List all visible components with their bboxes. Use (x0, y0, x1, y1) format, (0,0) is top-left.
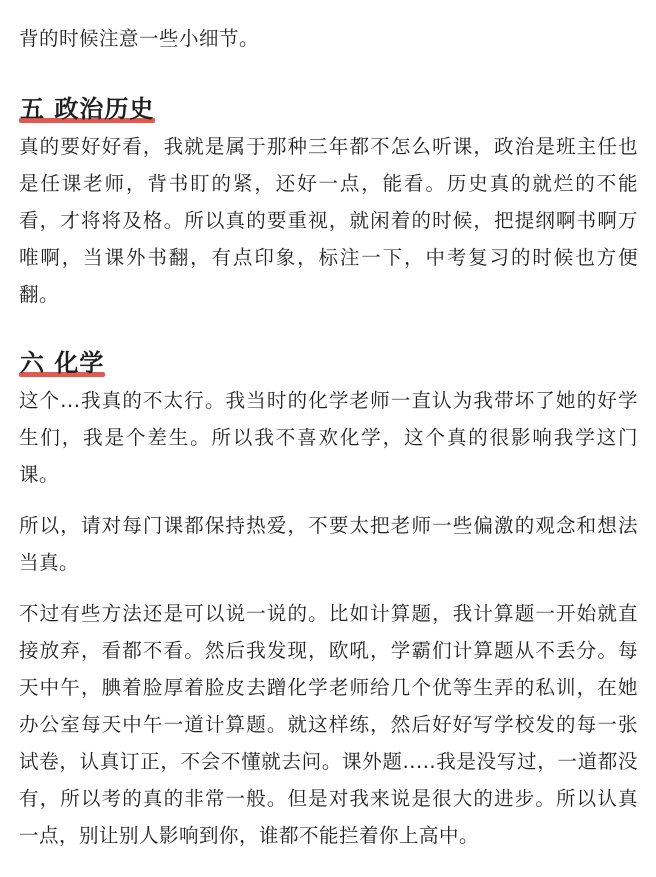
section-6-paragraph-3: 不过有些方法还是可以说一说的。比如计算题，我计算题一开始就直接放弃，看都不看。然后我发现，欧吼，学霸们计算题从不丢分。每天中午，腆着脸厚着脸皮去蹭化学老师给几个优等生弄的私训，在她办公室每天中午一道计算题。就这样练，然后好好写学校发的每一张试卷，认真订正，不会不懂就去问。课外题.....我是没写过，一道都没有，所以考的真的非常一般。但是对我来说是很大的进步。所以认真一点，别让别人影响到你，谁都不能拦着你上高中。 (19, 602, 638, 847)
section-5-header (19, 92, 638, 126)
section-6-paragraph-2: 所以，请对每门课都保持热爱，不要太把老师一些偏激的观念和想法当真。 (19, 514, 638, 574)
section-6-paragraph-1: 这个...我真的不太行。我当时的化学老师一直认为我带坏了她的好学生们，我是个差生。所以我不喜欢化学，这个真的很影响我学这门课。 (19, 389, 638, 486)
section-6-heading (19, 346, 105, 380)
section-5-heading-text: 五 政治历史 (20, 95, 155, 123)
section-6-header (19, 346, 638, 380)
section-6-heading-text: 六 化学 (20, 349, 105, 377)
section-5-paragraph: 真的要好好看，我就是属于那种三年都不怎么听课，政治是班主任也是任课老师，背书盯的紧，还好一点，能看。历史真的就烂的不能看，才将将及格。所以真的要重视，就闲着的时候，把提纲啊书啊万唯啊，当课外书翻，有点印象，标注一下，中考复习的时候也方便翻。 (19, 135, 638, 306)
intro-line: 背的时候注意一些小细节。 (19, 27, 260, 50)
section-5-heading (19, 92, 155, 126)
